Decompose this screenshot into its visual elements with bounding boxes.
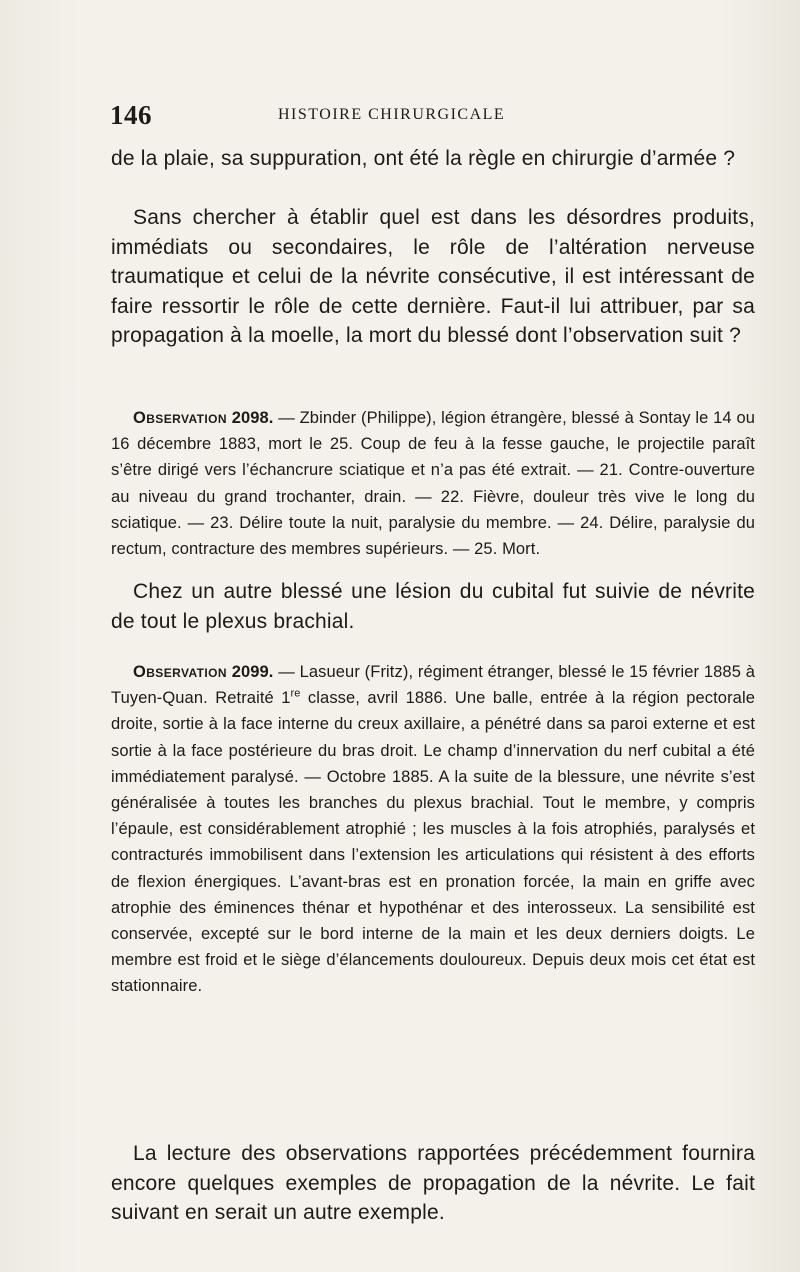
page-header [110, 100, 750, 140]
observation-2099 [111, 659, 755, 1000]
observation-2098 [111, 405, 755, 562]
observation-text: Zbinder (Philippe), légion étrangère, blessé à Sontay le 14 ou 16 décembre 1883, mort le 25. Coup de feu à la fesse gauche, le projectile paraît s’être dirigé vers l’échancrure sciatique et n’a pas été extrait. — 21. Contre-ouverture au niveau du grand trochanter, drain. — 22. Fièvre, douleur très vive le long du sciatique. — 23. Délire toute la nuit, paralysie du membre. — 24. Délire, paralysie du rectum, contracture des membres supérieurs. — 25. Mort. [111, 409, 756, 559]
paragraph-cubital: Chez un autre blessé une lésion du cubital fut suivie de névrite de tout le plexus brachial. [111, 580, 755, 633]
running-title: HISTOIRE CHIRURGICALE [278, 106, 506, 123]
observation-text-part2: classe, avril 1886. Une balle, entrée à la région pectorale droite, sortie à la face interne du creux axillaire, a pénétré dans sa paroi externe et est sortie à la face postérieure du bras droit. Le champ d’innervation du nerf cubital a été immédiatement paralysé. — Octobre 1885. A la suite de la blessure, une névrite s’est généralisée à toutes les branches du plexus brachial. Tout le membre, y compris l’épaule, est considérablement atrophié ; les muscles à la fois atrophiés, paralysés et contracturés immobilisent dans l’extension les articulations qui résistent à des efforts de flexion énergiques. L’avant-bras est en pronation forcée, la main en griffe avec atrophie des éminences thénar et hypothénar et des interosseux. La sensibilité est conservée, excepté sur le bord interne de la main et les deux derniers doigts. Le membre est froid et le siège d’élancements douloureux. Depuis deux mois cet état est stationnaire. [111, 689, 755, 996]
paragraph-intro: de la plaie, sa suppuration, ont été la règle en chirurgie d’armée ? [111, 147, 736, 170]
observation-separator: — [273, 663, 300, 681]
observation-label: Observation [133, 409, 227, 427]
observation-text-part1: Lasueur (Fritz), régiment étranger, blessé le 15 février 1885 à Tuyen-Quan. Retraité 1 [111, 663, 755, 708]
paragraph-conclusion: La lecture des observations rapportées précédemment fournira encore quelques exemples de propagation de la névrite. Le fait suivant en serait un autre exemple. [111, 1142, 755, 1224]
ordinal-superscript: re [290, 687, 301, 700]
observation-separator: — [273, 409, 300, 427]
observation-number: 2098. [231, 409, 274, 427]
observation-label: Observation [133, 663, 227, 681]
page-number: 146 [110, 100, 152, 130]
paragraph-question: Sans chercher à établir quel est dans les désordres produits, immédiats ou secondaires, le rôle de l’altération nerveuse traumatique et celui de la névrite consécutive, il est intéressant de faire ressortir le rôle de cette dernière. Faut-il lui attribuer, par sa propagation à la moelle, la mort du blessé dont l’observation suit ? [111, 206, 755, 347]
observation-number: 2099. [231, 663, 274, 681]
